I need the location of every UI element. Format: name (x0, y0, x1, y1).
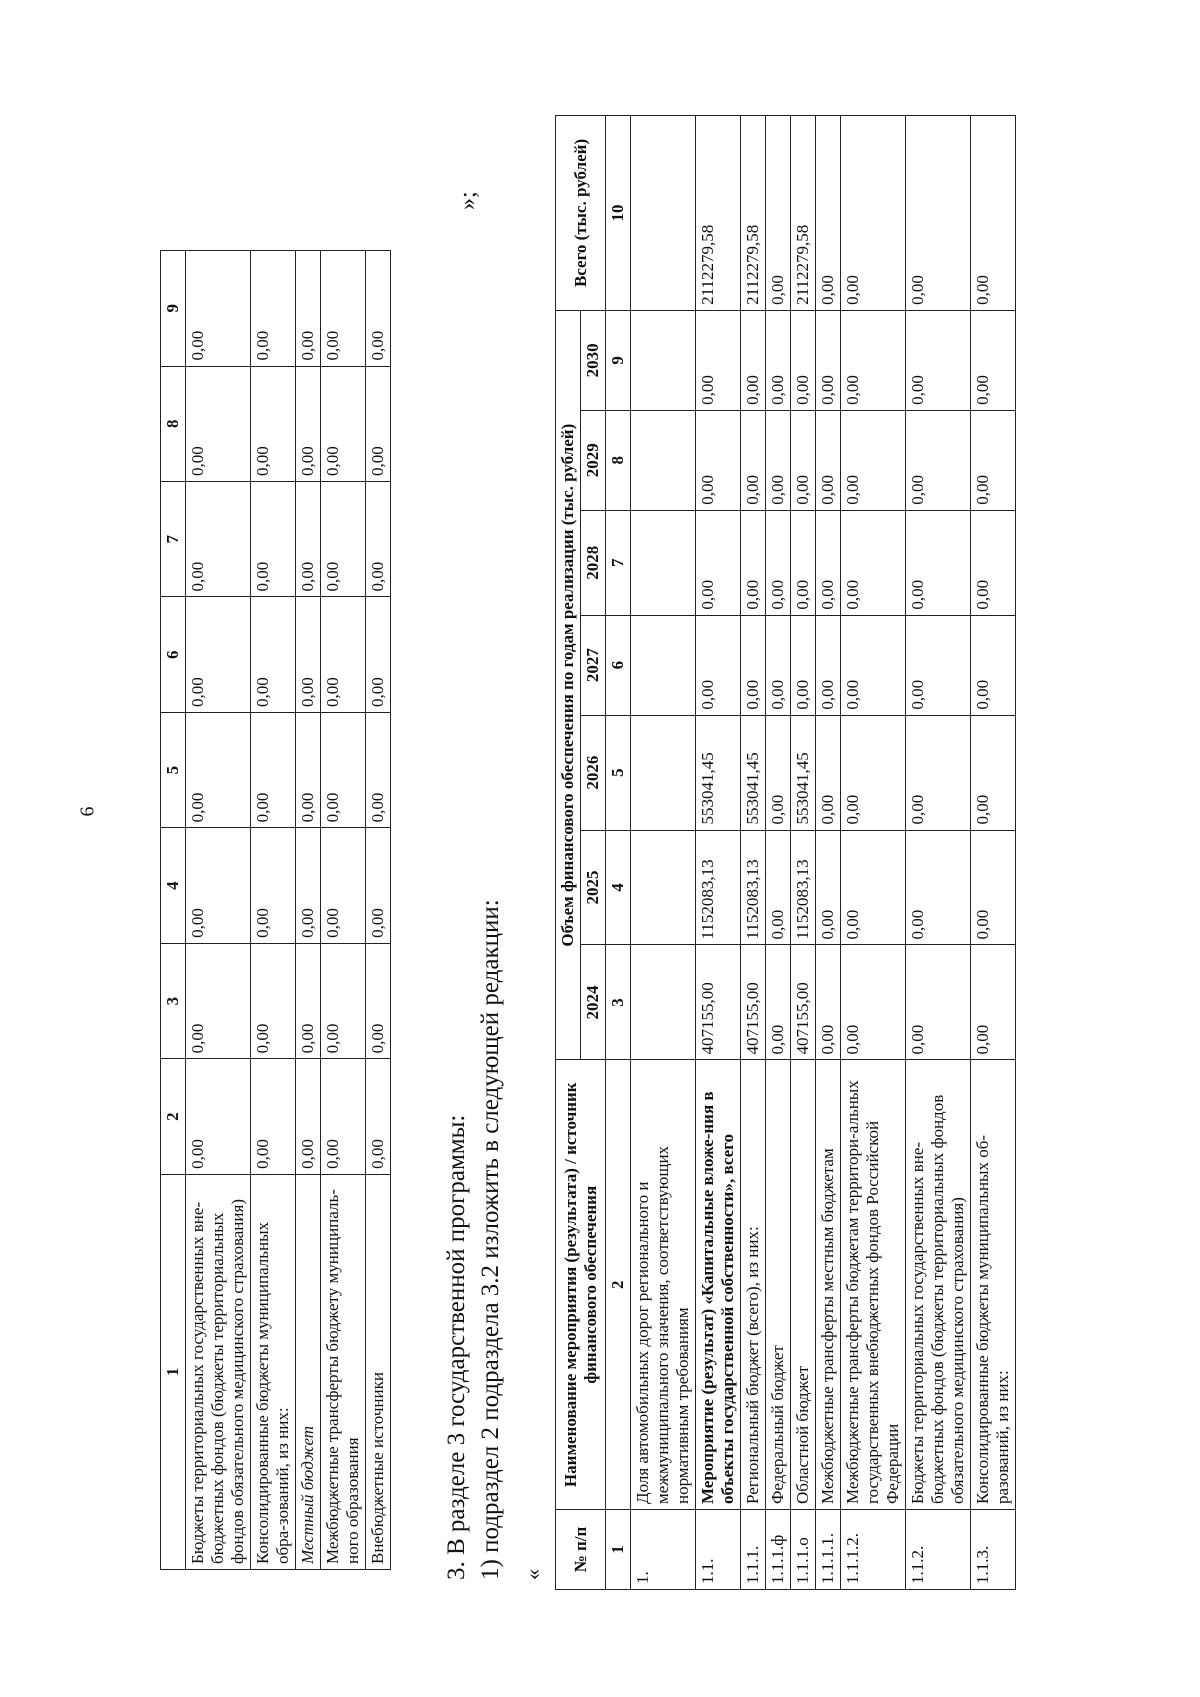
row-value (631, 510, 696, 615)
row-value: 0,00 (186, 1059, 251, 1174)
row-value: 0,00 (366, 597, 391, 712)
row-value: 0,00 (841, 945, 906, 1060)
section-line-1: 3. В разделе 3 государственной программы: (443, 1114, 470, 1580)
header-col-number: 2 (606, 1060, 631, 1510)
row-value: 0,00 (906, 116, 971, 311)
row-value: 0,00 (791, 410, 816, 510)
header-col-number: 5 (606, 715, 631, 830)
row-value: 0,00 (251, 1059, 296, 1174)
table-row (841, 116, 906, 1590)
row-value: 0,00 (906, 830, 971, 945)
row-value: 0,00 (841, 615, 906, 715)
header-year: 2029 (581, 410, 606, 510)
row-name: Доля автомобильных дорог регионального и межмуниципального значения, соответствующих нормативным требованиям (631, 1060, 696, 1510)
row-value: 0,00 (816, 945, 841, 1060)
row-value (631, 830, 696, 945)
row-value: 0,00 (791, 615, 816, 715)
row-value: 2112279,58 (791, 116, 816, 311)
row-value: 0,00 (296, 828, 321, 943)
row-name: Межбюджетные трансферты местным бюджетам (816, 1060, 841, 1510)
header-col-number: 8 (606, 410, 631, 510)
row-value: 0,00 (296, 251, 321, 367)
header-col-number: 9 (606, 310, 631, 410)
table-row (971, 116, 1016, 1590)
row-value: 0,00 (696, 615, 741, 715)
row-num: 1.1.1.2. (841, 1510, 906, 1590)
row-value: 0,00 (321, 366, 366, 481)
row-value: 0,00 (766, 830, 791, 945)
row-value: 0,00 (251, 366, 296, 481)
row-value: 0,00 (366, 366, 391, 481)
header-volume: Объем финансового обеспечения по годам реализации (тыс. рублей) (556, 310, 581, 1060)
row-value: 0,00 (816, 410, 841, 510)
row-value: 0,00 (186, 482, 251, 597)
row-value: 0,00 (816, 615, 841, 715)
row-value: 0,00 (906, 715, 971, 830)
row-value: 0,00 (816, 510, 841, 615)
row-value: 0,00 (741, 410, 766, 510)
table-row (791, 116, 816, 1590)
table1-col-number: 6 (161, 597, 186, 712)
row-value: 0,00 (766, 615, 791, 715)
row-value: 0,00 (366, 1059, 391, 1174)
row-name: Внебюджетные источники (366, 1174, 391, 1569)
row-name: Бюджеты территориальных государственных вне-бюджетных фондов (бюджеты территориальных фондов обязательного медицинского страхования) (906, 1060, 971, 1510)
row-value: 0,00 (841, 310, 906, 410)
row-value: 0,00 (296, 482, 321, 597)
row-value: 0,00 (296, 712, 321, 827)
row-value: 0,00 (321, 597, 366, 712)
row-num: 1.1.1.ф (766, 1510, 791, 1590)
header-year: 2025 (581, 830, 606, 945)
row-name: Федеральный бюджет (766, 1060, 791, 1510)
row-value: 407155,00 (696, 945, 741, 1060)
header-col-number: 10 (606, 116, 631, 311)
table-row (251, 251, 296, 1570)
header-col-number: 3 (606, 945, 631, 1060)
header-col-number: 6 (606, 615, 631, 715)
row-value: 0,00 (766, 310, 791, 410)
row-name: Межбюджетные трансферты бюджетам территори-альных государственных внебюджетных фондов Российской Федерации (841, 1060, 906, 1510)
row-name: Мероприятие (результат) «Капитальные вложе-ния в объекты государственной собственности», всего (696, 1060, 741, 1510)
table-row (296, 251, 321, 1570)
row-num: 1.1.1. (741, 1510, 766, 1590)
row-name: Бюджеты территориальных государственных вне-бюджетных фондов (бюджеты территориальных фондов обязательного медицинского страхования) (186, 1174, 251, 1569)
header-total: Всего (тыс. рублей) (556, 116, 606, 311)
page-number: 6 (76, 806, 99, 817)
table1-col-number: 2 (161, 1059, 186, 1174)
row-num: 1.1.2. (906, 1510, 971, 1590)
row-value: 0,00 (186, 366, 251, 481)
header-year: 2030 (581, 310, 606, 410)
rotated-content (150, 110, 1150, 1590)
row-value (631, 410, 696, 510)
row-value: 0,00 (251, 943, 296, 1058)
row-value: 0,00 (741, 510, 766, 615)
row-value: 0,00 (816, 116, 841, 311)
row-name: Межбюджетные трансферты бюджету муниципаль-ного образования (321, 1174, 366, 1569)
section-line-2: 1) подраздел 2 подраздела 3.2 изложить в следующей редакции: (477, 899, 504, 1580)
row-value: 0,00 (186, 943, 251, 1058)
row-value: 0,00 (971, 116, 1016, 311)
row-value (631, 116, 696, 311)
row-value: 1152083,13 (791, 830, 816, 945)
row-value: 0,00 (366, 828, 391, 943)
row-value: 0,00 (366, 482, 391, 597)
row-value: 2112279,58 (696, 116, 741, 311)
row-value: 0,00 (906, 615, 971, 715)
section-instruction (440, 899, 508, 1580)
table1-col-number: 1 (161, 1174, 186, 1569)
closing-quote: »; (455, 191, 481, 210)
row-value: 0,00 (816, 830, 841, 945)
row-value: 0,00 (321, 943, 366, 1058)
row-value: 0,00 (296, 366, 321, 481)
table1-col-number: 4 (161, 828, 186, 943)
table1-col-number: 9 (161, 251, 186, 367)
row-value: 0,00 (366, 251, 391, 367)
row-name: Региональный бюджет (всего), из них: (741, 1060, 766, 1510)
row-value: 0,00 (741, 310, 766, 410)
table-row (366, 251, 391, 1570)
row-num: 1.1.1.о (791, 1510, 816, 1590)
row-value: 0,00 (321, 251, 366, 367)
row-value: 0,00 (971, 830, 1016, 945)
row-value: 0,00 (696, 410, 741, 510)
row-value: 0,00 (296, 597, 321, 712)
row-num: 1. (631, 1510, 696, 1590)
row-value: 0,00 (321, 712, 366, 827)
row-value: 0,00 (906, 945, 971, 1060)
row-value: 0,00 (841, 410, 906, 510)
row-value: 407155,00 (741, 945, 766, 1060)
row-value: 0,00 (816, 310, 841, 410)
row-num: 1.1. (696, 1510, 741, 1590)
row-value: 0,00 (366, 943, 391, 1058)
row-value (631, 715, 696, 830)
row-value: 0,00 (186, 597, 251, 712)
table-row (321, 251, 366, 1570)
row-value: 0,00 (186, 251, 251, 367)
row-value: 0,00 (696, 510, 741, 615)
row-value: 0,00 (186, 712, 251, 827)
header-year: 2027 (581, 615, 606, 715)
row-value: 0,00 (766, 945, 791, 1060)
header-name: Наименование мероприятия (результата) / источник финансового обеспечения (556, 1060, 606, 1510)
row-value: 0,00 (296, 943, 321, 1058)
row-value (631, 945, 696, 1060)
header-col-number: 4 (606, 830, 631, 945)
table1-col-number: 8 (161, 366, 186, 481)
row-value: 0,00 (971, 310, 1016, 410)
row-value: 0,00 (841, 830, 906, 945)
row-value: 0,00 (971, 715, 1016, 830)
row-num: 1.1.3. (971, 1510, 1016, 1590)
row-value: 0,00 (251, 251, 296, 367)
table-row (186, 251, 251, 1570)
row-value: 0,00 (971, 945, 1016, 1060)
row-value: 0,00 (906, 410, 971, 510)
row-value: 0,00 (906, 510, 971, 615)
table-row (631, 116, 696, 1590)
row-value: 0,00 (841, 715, 906, 830)
row-value: 0,00 (696, 310, 741, 410)
row-value: 0,00 (251, 482, 296, 597)
row-value: 0,00 (251, 828, 296, 943)
table-row (696, 116, 741, 1590)
row-name: Консолидированные бюджеты муниципальных обра-зований, из них: (251, 1174, 296, 1569)
table1-col-number: 3 (161, 943, 186, 1058)
row-value (631, 310, 696, 410)
row-value: 0,00 (791, 310, 816, 410)
row-value: 0,00 (296, 1059, 321, 1174)
row-name: Местный бюджет (296, 1174, 321, 1569)
header-year: 2026 (581, 715, 606, 830)
row-value: 407155,00 (791, 945, 816, 1060)
row-value: 0,00 (766, 410, 791, 510)
row-value: 0,00 (321, 1059, 366, 1174)
header-year: 2028 (581, 510, 606, 615)
row-value: 0,00 (321, 828, 366, 943)
row-value: 0,00 (841, 116, 906, 311)
table-row (816, 116, 841, 1590)
row-value: 0,00 (971, 510, 1016, 615)
row-value: 0,00 (366, 712, 391, 827)
header-col-number: 7 (606, 510, 631, 615)
table-row (906, 116, 971, 1590)
row-value: 0,00 (251, 597, 296, 712)
row-value: 0,00 (766, 116, 791, 311)
financing-table (555, 115, 1016, 1590)
row-value: 0,00 (971, 615, 1016, 715)
row-value: 553041,45 (741, 715, 766, 830)
row-name: Областной бюджет (791, 1060, 816, 1510)
table1-header-row (161, 251, 186, 1570)
row-value: 0,00 (791, 510, 816, 615)
row-value: 0,00 (971, 410, 1016, 510)
row-value: 1152083,13 (741, 830, 766, 945)
row-value: 0,00 (766, 510, 791, 615)
row-value: 1152083,13 (696, 830, 741, 945)
table-row (741, 116, 766, 1590)
row-name: Консолидированные бюджеты муниципальных об-разований, из них: (971, 1060, 1016, 1510)
table-row (766, 116, 791, 1590)
table1-col-number: 5 (161, 712, 186, 827)
table-continuation (160, 250, 391, 1570)
header-num: № п/п (556, 1510, 606, 1590)
row-value: 553041,45 (791, 715, 816, 830)
row-value (631, 615, 696, 715)
row-value: 0,00 (816, 715, 841, 830)
row-value: 553041,45 (696, 715, 741, 830)
row-value: 0,00 (906, 310, 971, 410)
row-num: 1.1.1.1. (816, 1510, 841, 1590)
header-year: 2024 (581, 945, 606, 1060)
row-value: 0,00 (741, 615, 766, 715)
row-value: 0,00 (251, 712, 296, 827)
row-value: 0,00 (321, 482, 366, 597)
row-value: 0,00 (766, 715, 791, 830)
row-value: 0,00 (841, 510, 906, 615)
row-value: 2112279,58 (741, 116, 766, 311)
table1-col-number: 7 (161, 482, 186, 597)
row-value: 0,00 (186, 828, 251, 943)
header-col-number: 1 (606, 1510, 631, 1590)
opening-quote: « (520, 1569, 545, 1580)
